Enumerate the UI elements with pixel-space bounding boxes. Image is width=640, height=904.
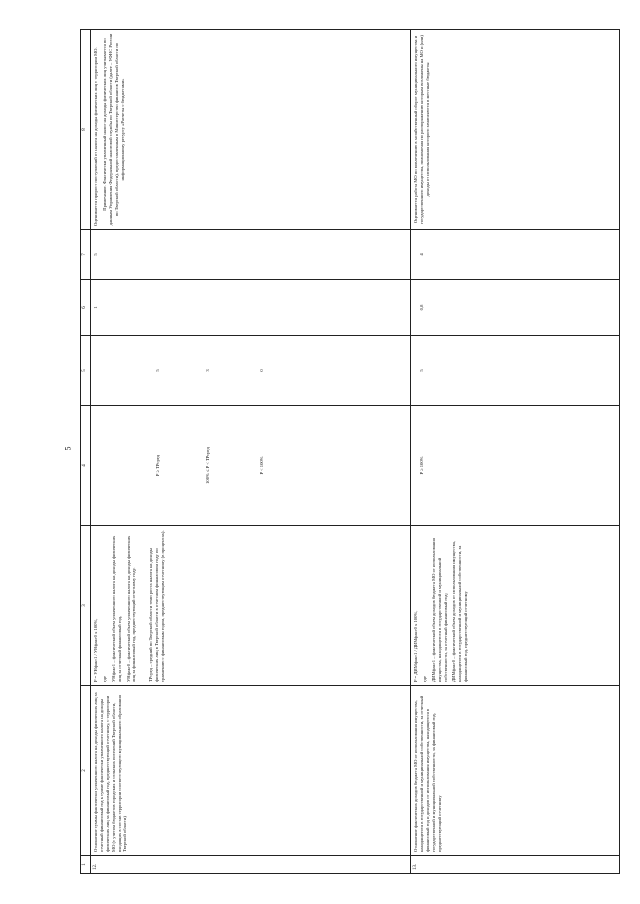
- indicator-text: Отношение суммы фактически уплаченного налога на доходы физических лиц за отчетный финансовый год к сумме фактически уплаченного налога на доходы физических лиц за финансовый год, предшествующий отчетному, с территории МО (с учетом бюджетов городских и сельских поселений Тверской области, входящих в состав территории соответствующего муниципального образования Тверской области): [91, 686, 411, 856]
- header-row: [81, 30, 91, 874]
- col-header: 3: [81, 526, 91, 686]
- col-header: 4: [81, 406, 91, 526]
- formula-definition: ДИМфакт0 – фактический объем доходов от использования имущества, находящегося в государственной и муниципальной собственности, за финансовый год, предшествующий отчетному: [451, 541, 469, 682]
- row-number: 12.: [91, 856, 411, 874]
- formula-cell: [91, 526, 411, 686]
- criterion: P < 100%: [258, 456, 264, 475]
- col-header: 2: [81, 686, 91, 856]
- formula-definition: УНфакт1 – фактический объем уплаченного налога на доходы физических лиц за отчетный финансовый год,: [110, 535, 122, 682]
- weight-cell: [411, 280, 620, 336]
- formula-where: где: [421, 675, 427, 682]
- note-main: Оценивается работа МО по вовлечению в хозяйственный оборот муниципального имущества и государственного имущества, полномочия по распоряжению которым возложены на МО и (или) доходы от использования которого зачисляются в местные бюджеты: [413, 35, 430, 224]
- note-main: Оценивается прирост поступлений от налога на доходы физических лиц с территории МО.: [93, 47, 98, 226]
- indicator-text: Отношение фактических доходов бюджета МО от использования имущества, находящегося в государственной и муниципальной собственности, за отчетный финансовый год и доходов от использования имущества, находящегося в государственной и муниципальной собственности, за финансовый год, предшествующий отчетному: [411, 686, 620, 856]
- formula-definition: УНфакт0 – фактический объем уплаченного налога на доходы физических лиц за финансовый год, предшествующий отчетному году.: [125, 535, 137, 682]
- points-value: 5: [419, 369, 424, 372]
- max-score-value: 4: [419, 253, 424, 256]
- formula: P = ДИМфакт1 / ДИМфакт0 х 100%,: [413, 610, 418, 682]
- criteria-cell: [91, 406, 411, 526]
- criterion: P ≥ 100%: [419, 456, 424, 475]
- row-number: 13.: [411, 856, 620, 874]
- formula-cell: [411, 526, 620, 686]
- table-row: [411, 30, 620, 874]
- col-header: 1: [81, 856, 91, 874]
- note-cell: [91, 30, 411, 230]
- max-score-cell: [411, 230, 620, 280]
- criteria-cell: [411, 406, 620, 526]
- points-cell: [411, 336, 620, 406]
- points-value: 5: [155, 369, 160, 372]
- col-header: 6: [81, 280, 91, 336]
- col-header: 8: [81, 30, 91, 230]
- max-score-cell: 5: [91, 230, 411, 280]
- criterion: 100% ≤ P < TPсред: [204, 447, 210, 484]
- rotated-table-container: [80, 30, 620, 874]
- weight-value: 0,8: [419, 304, 424, 311]
- col-header: 7: [81, 230, 91, 280]
- col-header: 5: [81, 336, 91, 406]
- note-cell: [411, 30, 620, 230]
- points-cell: [91, 336, 411, 406]
- formula: P = УНфакт1 / УНфакт0 х 100%,: [93, 618, 98, 682]
- formula-where: где: [101, 675, 107, 682]
- formula-definition: ТРсред – средний по Тверской области темп роста налога на доходы физических лиц в Тверской области в отчетном финансовом году по сравнению с финансовым годом, предшествующим отчетному (в процентах).: [148, 530, 165, 682]
- criteria-table: [80, 29, 620, 874]
- criterion: P ≥ TPсред: [155, 454, 160, 477]
- points-value: 3: [204, 369, 210, 372]
- weight-cell: 1: [91, 280, 411, 336]
- table-row: [91, 30, 411, 874]
- page-number: 5: [63, 446, 73, 451]
- points-value: 0: [258, 369, 264, 372]
- formula-definition: ДИМфакт1 – фактический объем доходов бюджета МО от использования имущества, находящегося в государственной и муниципальной собственности, за отчетный финансовый год;: [430, 538, 448, 682]
- note-extra: Примечание. Фактически уплаченный налог на доходы физических лиц учитывается по данным Управления Федеральной налоговой службы по Тверской области (далее – УФНС России по Тверской области), предоставленным в Министерство финансов Тверской области по информационному ресурсу «Расчеты с бюджетами»: [101, 33, 125, 226]
